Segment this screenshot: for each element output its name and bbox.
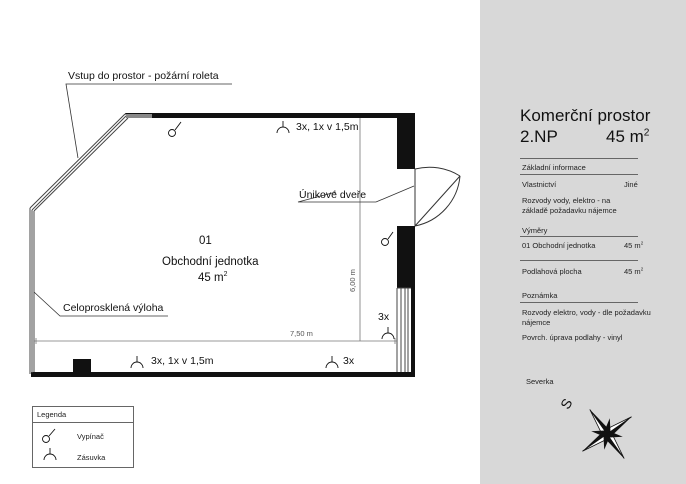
legend-socket-label: Zásuvka: [77, 453, 106, 462]
escape-door: [415, 167, 460, 226]
area-label: 45 $m^2$: [606, 127, 650, 146]
room-name: Obchodní jednotka: [162, 256, 259, 268]
socket-icon: [382, 327, 394, 339]
info-panel: [480, 0, 686, 484]
floor-label: 2.NP: [520, 127, 558, 146]
switch-icon: [169, 122, 182, 137]
room-number: 01: [199, 235, 212, 247]
switch-icon: [382, 232, 394, 246]
room-row-value: 45 $m^2$: [624, 240, 644, 250]
outlets-bottom-right-label: 3x: [343, 355, 355, 367]
storefront-label: Celoprosklená výloha: [63, 302, 164, 314]
room-row-label: 01 Obchodní jednotka: [522, 241, 596, 250]
utilities-line1: Rozvody vody, elektro - na: [522, 196, 611, 205]
socket-icon: [41, 447, 61, 463]
floor-area-label: Podlahová plocha: [522, 267, 582, 276]
legend: [32, 406, 134, 468]
compass-rose-icon: [556, 388, 640, 468]
divider: [520, 174, 638, 175]
socket-icon: [326, 356, 338, 368]
legend-title: Legenda: [37, 410, 67, 419]
compass-label: Severka: [526, 377, 554, 386]
floor-area-row: [522, 266, 644, 277]
dim-height-label: 6,00 m: [348, 269, 357, 292]
divider: [520, 260, 638, 261]
note-line1: Rozvody elektro, vody - dle požadavku: [522, 308, 651, 317]
compass-north-letter: S: [556, 395, 576, 412]
utilities-line2: základě požadavku nájemce: [522, 206, 617, 215]
divider: [520, 158, 638, 159]
glazed-storefront: [30, 114, 411, 374]
floor-area-value: 45 $m^2$: [624, 266, 644, 276]
socket-icon: [277, 121, 289, 133]
panel-subtitle: [520, 127, 660, 147]
switch-icon: [41, 426, 61, 444]
note-line2: nájemce: [522, 318, 551, 327]
entrance-label: Vstup do prostor - požární roleta: [68, 70, 219, 82]
room-row: [522, 240, 644, 251]
note-line3: Povrch. úprava podlahy - vinyl: [522, 333, 623, 342]
owner-value: Jiné: [624, 180, 638, 189]
divider: [520, 302, 638, 303]
room-area: 45 $m^2$: [198, 271, 228, 284]
roller-shutter: [126, 114, 152, 118]
panel-title: Komerční prostor: [520, 106, 651, 125]
outlets-bottom-left-label: 3x, 1x v 1,5m: [151, 355, 214, 367]
divider: [520, 236, 638, 237]
basic-info-heading: Základní informace: [522, 163, 586, 172]
note-heading: Poznámka: [522, 291, 558, 300]
areas-heading: Výměry: [522, 226, 548, 235]
owner-row: [522, 180, 638, 190]
walls: [31, 113, 415, 377]
outlets-right-label: 3x: [378, 311, 390, 323]
outlets-top-label: 3x, 1x v 1,5m: [296, 121, 359, 133]
legend-switch-label: Vypínač: [77, 432, 104, 441]
socket-icon: [131, 356, 143, 368]
exit-door-label: Únikové dveře: [299, 189, 367, 201]
dim-width-label: 7,50 m: [290, 329, 313, 338]
legend-divider: [33, 422, 133, 423]
owner-label: Vlastnictví: [522, 180, 557, 189]
